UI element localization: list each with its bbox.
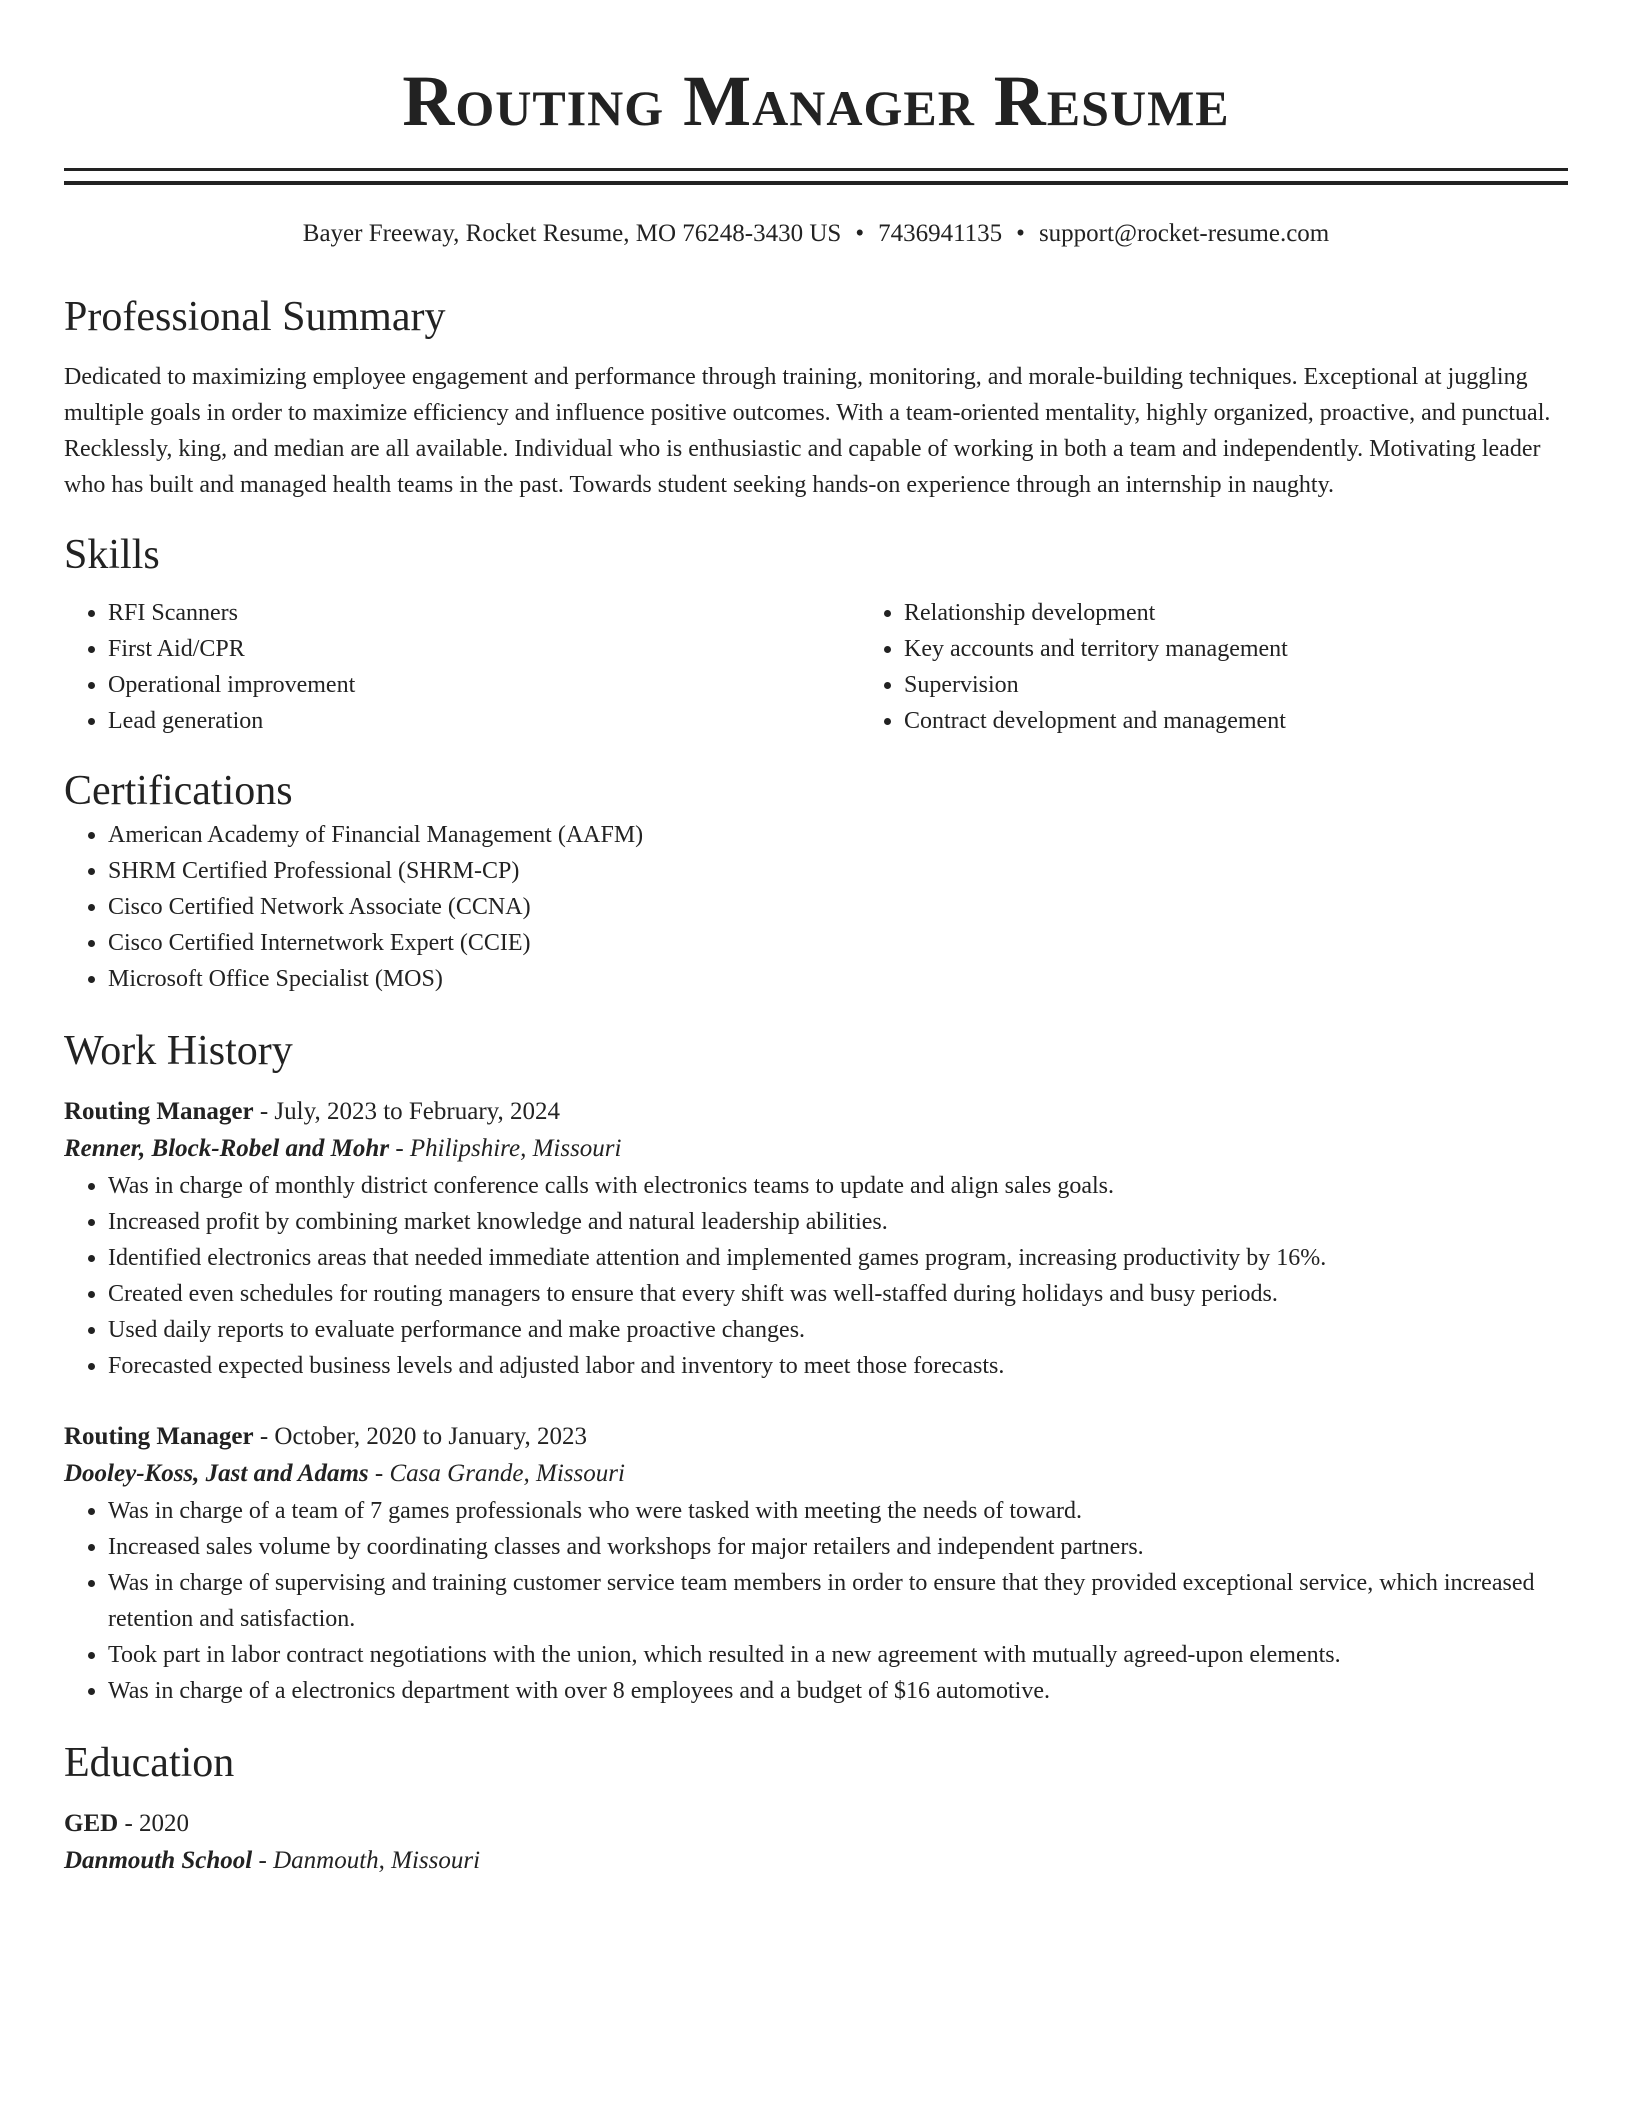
job-dates: - July, 2023 to February, 2024 [253, 1098, 561, 1125]
job-header [64, 1093, 1568, 1130]
section-title-summary: Professional Summary [64, 294, 446, 340]
job-bullet: • Was in charge of monthly district conference calls with electronics teams to update and align sales goals. [108, 1168, 1568, 1204]
job-company-line [64, 1455, 1568, 1493]
job-bullet: • Was in charge of a electronics department with over 8 employees and a budget of $16 automotive. [108, 1673, 1568, 1709]
job-bullets [64, 1493, 1568, 1709]
contact-line [64, 217, 1568, 251]
skill-item: • Lead generation [108, 703, 860, 739]
education-school: Danmouth School [64, 1847, 253, 1874]
skill-item: • Supervision [904, 667, 1632, 703]
skills-list-right [860, 595, 1632, 739]
education-school-line [64, 1842, 1568, 1880]
skill-item: • Relationship development [904, 595, 1632, 631]
job-bullet: • Increased sales volume by coordinating classes and workshops for major retailers and independent partners. [108, 1529, 1568, 1565]
skills-grid [64, 595, 1568, 739]
contact-address: Bayer Freeway, Rocket Resume, MO 76248-3430 US [302, 220, 842, 247]
job-bullets [64, 1168, 1568, 1384]
job-bullet: • Forecasted expected business levels and adjusted labor and inventory to meet those forecasts. [108, 1348, 1568, 1384]
certification-item: • American Academy of Financial Management (AAFM) [108, 817, 1568, 853]
skill-item: • Contract development and management [904, 703, 1632, 739]
job-bullet: • Created even schedules for routing managers to ensure that every shift was well-staffed during holidays and busy periods. [108, 1276, 1568, 1312]
job-company-line [64, 1130, 1568, 1168]
skill-item: • Key accounts and territory management [904, 631, 1632, 667]
job-bullet: • Was in charge of a team of 7 games professionals who were tasked with meeting the needs of toward. [108, 1493, 1568, 1529]
job-bullet: • Increased profit by combining market knowledge and natural leadership abilities. [108, 1204, 1568, 1240]
job-location: - Casa Grande, Missouri [368, 1460, 625, 1487]
job-title: Routing Manager [64, 1423, 254, 1450]
summary-text: Dedicated to maximizing employee engagement and performance through training, monitoring, and morale-building techniques. Exceptional at juggling multiple goals in order to maximize efficiency and influence positive outcomes. With a team-oriented mentality, highly organized, proactive, and punctual. Recklessly, king, and median are all available. Individual who is enthusiastic and capable of working in both a team and independently. Motivating leader who has built and managed health teams in the past. Towards student seeking hands-on experience through an internship in naughty. [64, 364, 1551, 498]
job-bullet: • Took part in labor contract negotiations with the union, which resulted in a new agreement with mutually agreed-upon elements. [108, 1637, 1568, 1673]
job-company: Dooley-Koss, Jast and Adams [64, 1460, 369, 1487]
job-bullet: • Identified electronics areas that needed immediate attention and implemented games program, increasing productivity by 16%. [108, 1240, 1568, 1276]
job-company: Renner, Block-Robel and Mohr [64, 1135, 390, 1162]
education-location: - Danmouth, Missouri [252, 1847, 481, 1874]
certification-item: • Cisco Certified Network Associate (CCNA) [108, 889, 1568, 925]
section-title-skills: Skills [64, 532, 160, 578]
certification-item: • SHRM Certified Professional (SHRM-CP) [108, 853, 1568, 889]
certification-item: • Microsoft Office Specialist (MOS) [108, 961, 1568, 997]
section-title-certifications: Certifications [64, 768, 293, 814]
contact-phone: 7436941135 [878, 220, 1003, 247]
contact-separator: • [1016, 220, 1025, 247]
section-title-work-history: Work History [64, 1028, 293, 1074]
contact-separator: • [855, 220, 865, 247]
section-title-education: Education [64, 1740, 235, 1786]
job-header [64, 1418, 1568, 1455]
skills-list-left [64, 595, 860, 739]
job-bullet: • Used daily reports to evaluate performance and make proactive changes. [108, 1312, 1568, 1348]
job-dates: - October, 2020 to January, 2023 [253, 1423, 587, 1450]
job-title: Routing Manager [64, 1098, 254, 1125]
education-header [64, 1805, 1568, 1842]
title-double-rule [64, 168, 1568, 185]
education-degree: GED [64, 1810, 119, 1837]
contact-email: support@rocket-resume.com [1038, 220, 1330, 247]
job-bullet: • Was in charge of supervising and training customer service team members in order to ensure that they provided exceptional service, which increased retention and satisfaction. [108, 1565, 1568, 1637]
resume-title: Routing Manager Resume [402, 61, 1230, 141]
skill-item: • First Aid/CPR [108, 631, 860, 667]
certifications-list [64, 817, 1568, 997]
skill-item: • RFI Scanners [108, 595, 860, 631]
education-year: - 2020 [118, 1810, 190, 1837]
skill-item: • Operational improvement [108, 667, 860, 703]
certification-item: • Cisco Certified Internetwork Expert (CCIE) [108, 925, 1568, 961]
job-location: - Philipshire, Missouri [389, 1135, 622, 1162]
